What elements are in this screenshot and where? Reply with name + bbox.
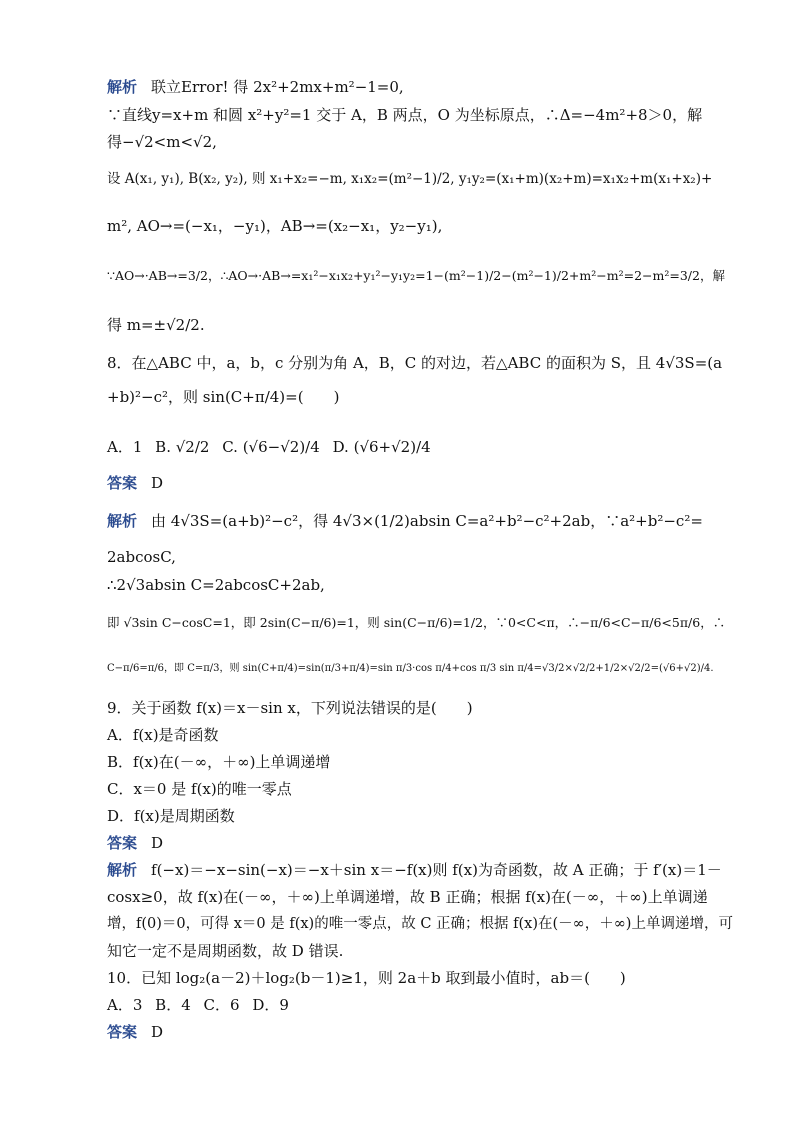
q9-option-a: A．f(x)是奇函数 xyxy=(107,726,219,744)
q8-option-b: B. √2/2 xyxy=(155,438,210,456)
answer-label: 答案 xyxy=(107,1023,138,1041)
q8-stem-line-2: +b)²−c²，则 sin(C+π/4)=( ) xyxy=(107,388,340,406)
q8-stem-line-1: 8．在△ABC 中，a，b，c 分别为角 A，B，C 的对边，若△ABC 的面积为 S，且 4√3S=(a xyxy=(107,354,723,372)
q9-solution-line-1: 解析 f(−x)＝−x−sin(−x)＝−x＋sin x＝−f(x)则 f(x)为奇函数，故 A 正确；于 f′(x)＝1－ xyxy=(107,861,722,879)
answer-label: 答案 xyxy=(107,474,138,492)
q7-solution-line-2: ∵直线y=x+m 和圆 x²+y²=1 交于 A，B 两点，O 为坐标原点，∴Δ=−4m²+8＞0，解 xyxy=(107,106,703,124)
q10-option-d: D．9 xyxy=(252,996,289,1014)
q10-answer: 答案 D xyxy=(107,1023,164,1041)
q8-solution-line-1: 解析 由 4√3S=(a+b)²−c²，得 4√3×(1/2)absin C=a²+b²−c²+2ab，∵a²+b²−c²= xyxy=(107,512,703,530)
q7-solution-line-1: 解析 联立Error! 得 2x²+2mx+m²−1=0, xyxy=(107,78,404,96)
q7-solution-line-5: m², AO→=(−x₁，−y₁)，AB→=(x₂−x₁，y₂−y₁), xyxy=(107,217,443,235)
solution-label: 解析 xyxy=(107,861,138,879)
q10-option-b: B．4 xyxy=(155,996,191,1014)
q7-solution-line-4: 设 A(x₁, y₁), B(x₂, y₂), 则 x₁+x₂=−m, x₁x₂=(m²−1)/2, y₁y₂=(x₁+m)(x₂+m)=x₁x₂+m(x₁+x₂)+ xyxy=(107,171,713,187)
solution-label: 解析 xyxy=(107,512,138,530)
q8-options xyxy=(107,436,734,458)
q8-option-c: C. (√6−√2)/4 xyxy=(222,438,320,456)
q8-option-d: D. (√6+√2)/4 xyxy=(332,438,431,456)
q9-option-d: D．f(x)是周期函数 xyxy=(107,807,235,825)
q8-solution-line-2: 2abcosC, xyxy=(107,548,176,566)
q9-option-b: B．f(x)在(－∞，＋∞)上单调递增 xyxy=(107,753,331,771)
q8-solution-line-5: C−π/6=π/6，即 C=π/3，则 sin(C+π/4)=sin(π/3+π/4)=sin π/3·cos π/4+cos π/3 sin π/4=√3/2×√2/2+1/2×√2/2=(√6+√2)/4. xyxy=(107,663,714,674)
answer-label: 答案 xyxy=(107,834,138,852)
q9-answer: 答案 D xyxy=(107,834,164,852)
q10-option-a: A．3 xyxy=(107,996,143,1014)
q10-option-c: C．6 xyxy=(203,996,240,1014)
q7-solution-line-6: ∵AO→·AB→=3/2，∴AO→·AB→=x₁²−x₁x₂+y₁²−y₁y₂=1−(m²−1)/2−(m²−1)/2+m²−m²=2−m²=3/2，解 xyxy=(107,268,725,283)
q9-stem: 9．关于函数 f(x)＝x－sin x，下列说法错误的是( ) xyxy=(107,699,473,717)
solution-label: 解析 xyxy=(107,78,138,96)
q9-solution-line-3: 增，f(0)＝0，可得 x＝0 是 f(x)的唯一零点，故 C 正确；根据 f(x)在(－∞，＋∞)上单调递增，可 xyxy=(107,916,733,932)
q7-solution-line-3: 得−√2<m<√2, xyxy=(107,133,217,151)
q8-solution-line-3: ∴2√3absin C=2abcosC+2ab, xyxy=(107,576,325,594)
q8-solution-line-4: 即 √3sin C−cosC=1，即 2sin(C−π/6)=1，则 sin(C−π/6)=1/2，∵0<C<π，∴−π/6<C−π/6<5π/6，∴ xyxy=(107,615,726,630)
q8-option-a: A．1 xyxy=(107,438,143,456)
q9-solution-line-2: cosx≥0，故 f(x)在(－∞，＋∞)上单调递增，故 B 正确；根据 f(x)在(－∞，＋∞)上单调递 xyxy=(107,888,708,906)
q7-solution-line-7: 得 m=±√2/2. xyxy=(107,316,205,334)
q9-option-c: C．x＝0 是 f(x)的唯一零点 xyxy=(107,780,292,798)
q10-options xyxy=(107,994,734,1016)
q8-answer: 答案 D xyxy=(107,474,164,492)
q10-stem: 10．已知 log₂(a－2)＋log₂(b－1)≥1，则 2a＋b 取到最小值时，ab＝( ) xyxy=(107,969,626,987)
q9-solution-line-4: 知它一定不是周期函数，故 D 错误. xyxy=(107,942,344,960)
